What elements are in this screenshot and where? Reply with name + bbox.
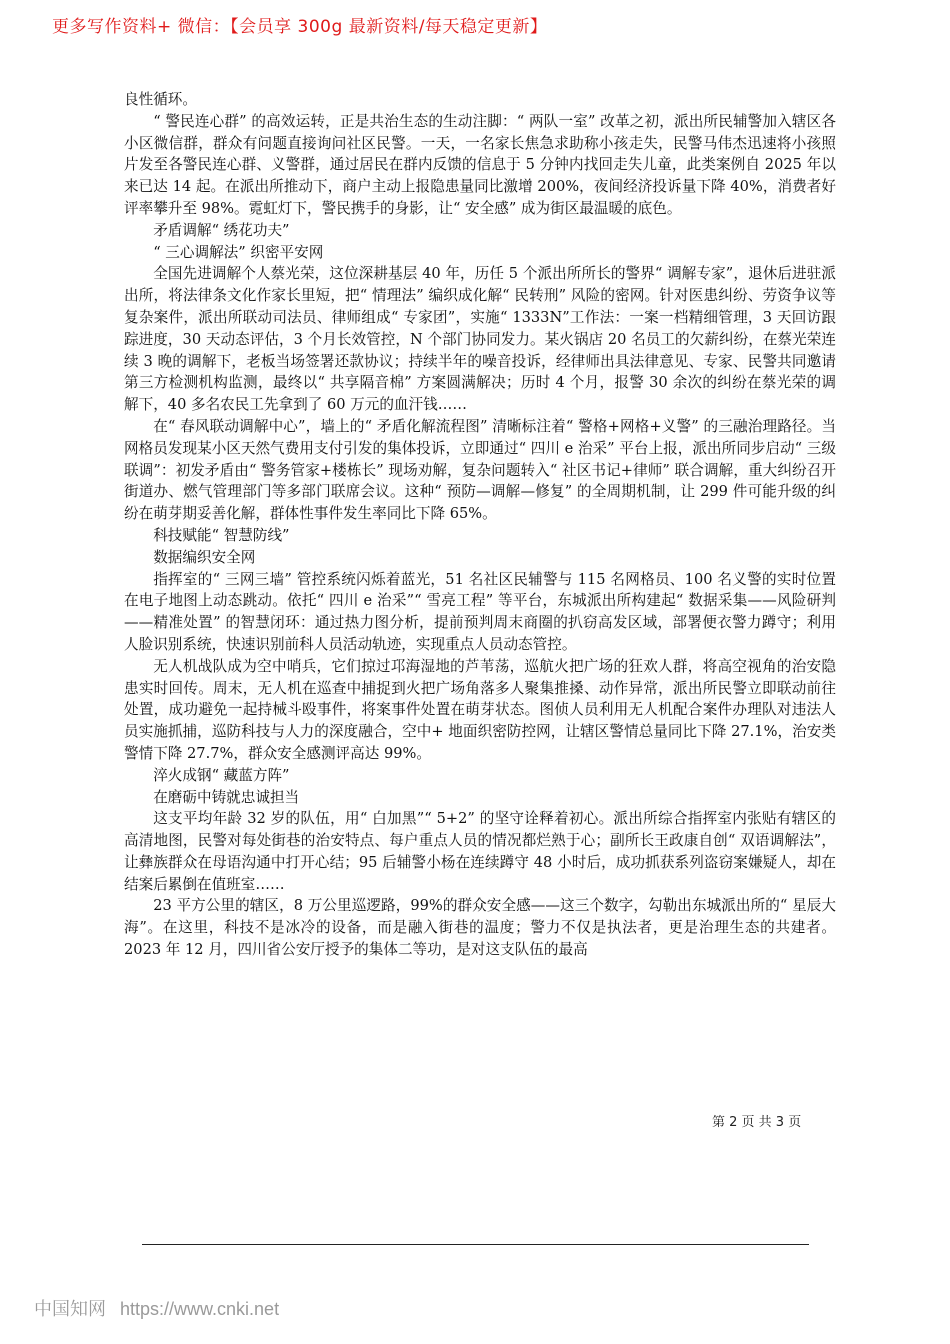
paragraph: 在“ 春风联动调解中心”，墙上的“ 矛盾化解流程图” 清晰标注着“ 警格+网格+义警” 的三融治理路径。当网格员发现某小区天然气费用支付引发的集体投诉，立即通过“ 四川 e 治采” 平台上报，派出所同步启动“ 三级联调”：初发矛盾由“ 警务管家+楼栋长” 现场劝解，复杂问题转入“ 社区书记+律师” 联合调解，重大纠纷召开街道办、燃气管理部门等多部门联席会议。这种“ 预防—调解—修复” 的全周期机制，让 299 件可能升级的纠纷在萌芽期妥善化解，群体性事件发生率同比下降 65%。 [124, 417, 836, 523]
section-heading: 矛盾调解“ 绣花功夫” [153, 221, 290, 239]
section-subheading: 数据编织安全网 [153, 548, 256, 566]
section-subheading: 在磨砺中铸就忠诚担当 [153, 788, 300, 806]
section-heading: 淬火成钢“ 藏蓝方阵” [153, 766, 290, 784]
section-subheading: “ 三心调解法” 织密平安网 [153, 243, 324, 261]
footer-divider [142, 1244, 809, 1245]
paragraph: 这支平均年龄 32 岁的队伍，用“ 白加黑”“ 5+2” 的坚守诠释着初心。派出所综合指挥室内张贴有辖区的高清地图，民警对每处街巷的治安特点、每户重点人员的情况都烂熟于心；副所长王政康自创“ 双语调解法”，让彝族群众在母语沟通中打开心结；95 后辅警小杨在连续蹲守 48 小时后，成功抓获系列盗窃案嫌疑人，却在结案后累倒在值班室…… [124, 810, 836, 893]
document-body [124, 89, 836, 961]
paragraph: 23 平方公里的辖区，8 万公里巡逻路，99%的群众安全感——这三个数字，勾勒出东城派出所的“ 星辰大海”。在这里，科技不是冰冷的设备，而是融入街巷的温度；警力不仅是执法者，更是治理生态的共建者。2023 年 12 月，四川省公安厅授予的集体二等功，是对这支队伍的最高 [124, 897, 836, 959]
page-number: 第 2 页 共 3 页 [712, 1115, 802, 1130]
paragraph: 无人机战队成为空中哨兵，它们掠过邛海湿地的芦苇荡，巡航火把广场的狂欢人群，将高空视角的治安隐患实时回传。周末，无人机在巡查中捕捉到火把广场角落多人聚集推搡、动作异常，派出所民警立即联动前往处置，成功避免一起持械斗殴事件，将案事件处置在萌芽状态。图侦人员利用无人机配合案件办理队对违法人员实施抓捕，巡防科技与人力的深度融合，空中+ 地面织密防控网，让辖区警情总量同比下降 27.1%，治安类警情下降 27.7%，群众安全感测评高达 99%。 [124, 657, 836, 762]
paragraph: 指挥室的“ 三网三墙” 管控系统闪烁着蓝光，51 名社区民辅警与 115 名网格员、100 名义警的实时位置在电子地图上动态跳动。依托“ 四川 e 治采”“ 雪亮工程” 等平台，东城派出所构建起“ 数据采集——风险研判——精准处置” 的智慧闭环：通过热力图分析，提前预判周末商圈的扒窃高发区域，部署便衣警力蹲守；利用人脸识别系统，快速识别前科人员活动轨迹，实现重点人员动态管控。 [124, 570, 836, 653]
paragraph: 良性循环。 [124, 91, 197, 108]
footer-url-link[interactable]: https://www.cnki.net [120, 1299, 280, 1319]
paragraph: 全国先进调解个人蔡光荣，这位深耕基层 40 年，历任 5 个派出所所长的警界“ 调解专家”，退休后进驻派出所，将法律条文化作家长里短，把“ 情理法” 编织成化解“ 民转刑” 风险的密网。针对医患纠纷、劳资争议等复杂案件，派出所联动司法员、律师组成“ 专家团”，实施“ 1333N”工作法：一案一档精细管理，3 天回访跟踪进度，30 天动态评估，3 个月长效管控，N 个部门协同发力。某火锅店 20 名员工的欠薪纠纷，在蔡光荣连续 3 晚的调解下，老板当场签署还款协议；持续半年的噪音投诉，经律师出具法律意见、专家、民警共同邀请第三方检测机构监测，最终以“ 共享隔音棉” 方案圆满解决；历时 4 个月，报警 30 余次的纠纷在蔡光荣的调解下，40 多名农民工先拿到了 60 万元的血汗钱…… [124, 265, 836, 414]
footer-site-name: 中国知网 [34, 1299, 106, 1319]
paragraph: “ 警民连心群” 的高效运转，正是共治生态的生动注脚：“ 两队一室” 改革之初，派出所民辅警加入辖区各小区微信群，群众有问题直接询问社区民警。一天，一名家长焦急求助称小孩走失，民警马伟杰迅速将小孩照片发至各警民连心群、义警群，通过居民在群内反馈的信息于 5 分钟内找回走失儿童，此类案例自 2025 年以来已达 14 起。在派出所推动下，商户主动上报隐患量同比激增 200%，夜间经济投诉量下降 40%，消费者好评率攀升至 98%。霓虹灯下，警民携手的身影，让“ 安全感” 成为街区最温暖的底色。 [124, 112, 836, 217]
section-heading: 科技赋能“ 智慧防线” [153, 526, 290, 544]
footer [34, 1295, 279, 1321]
promo-banner: 更多写作资料+ 微信：【会员享 300g 最新资料/每天稳定更新】 [52, 17, 548, 37]
